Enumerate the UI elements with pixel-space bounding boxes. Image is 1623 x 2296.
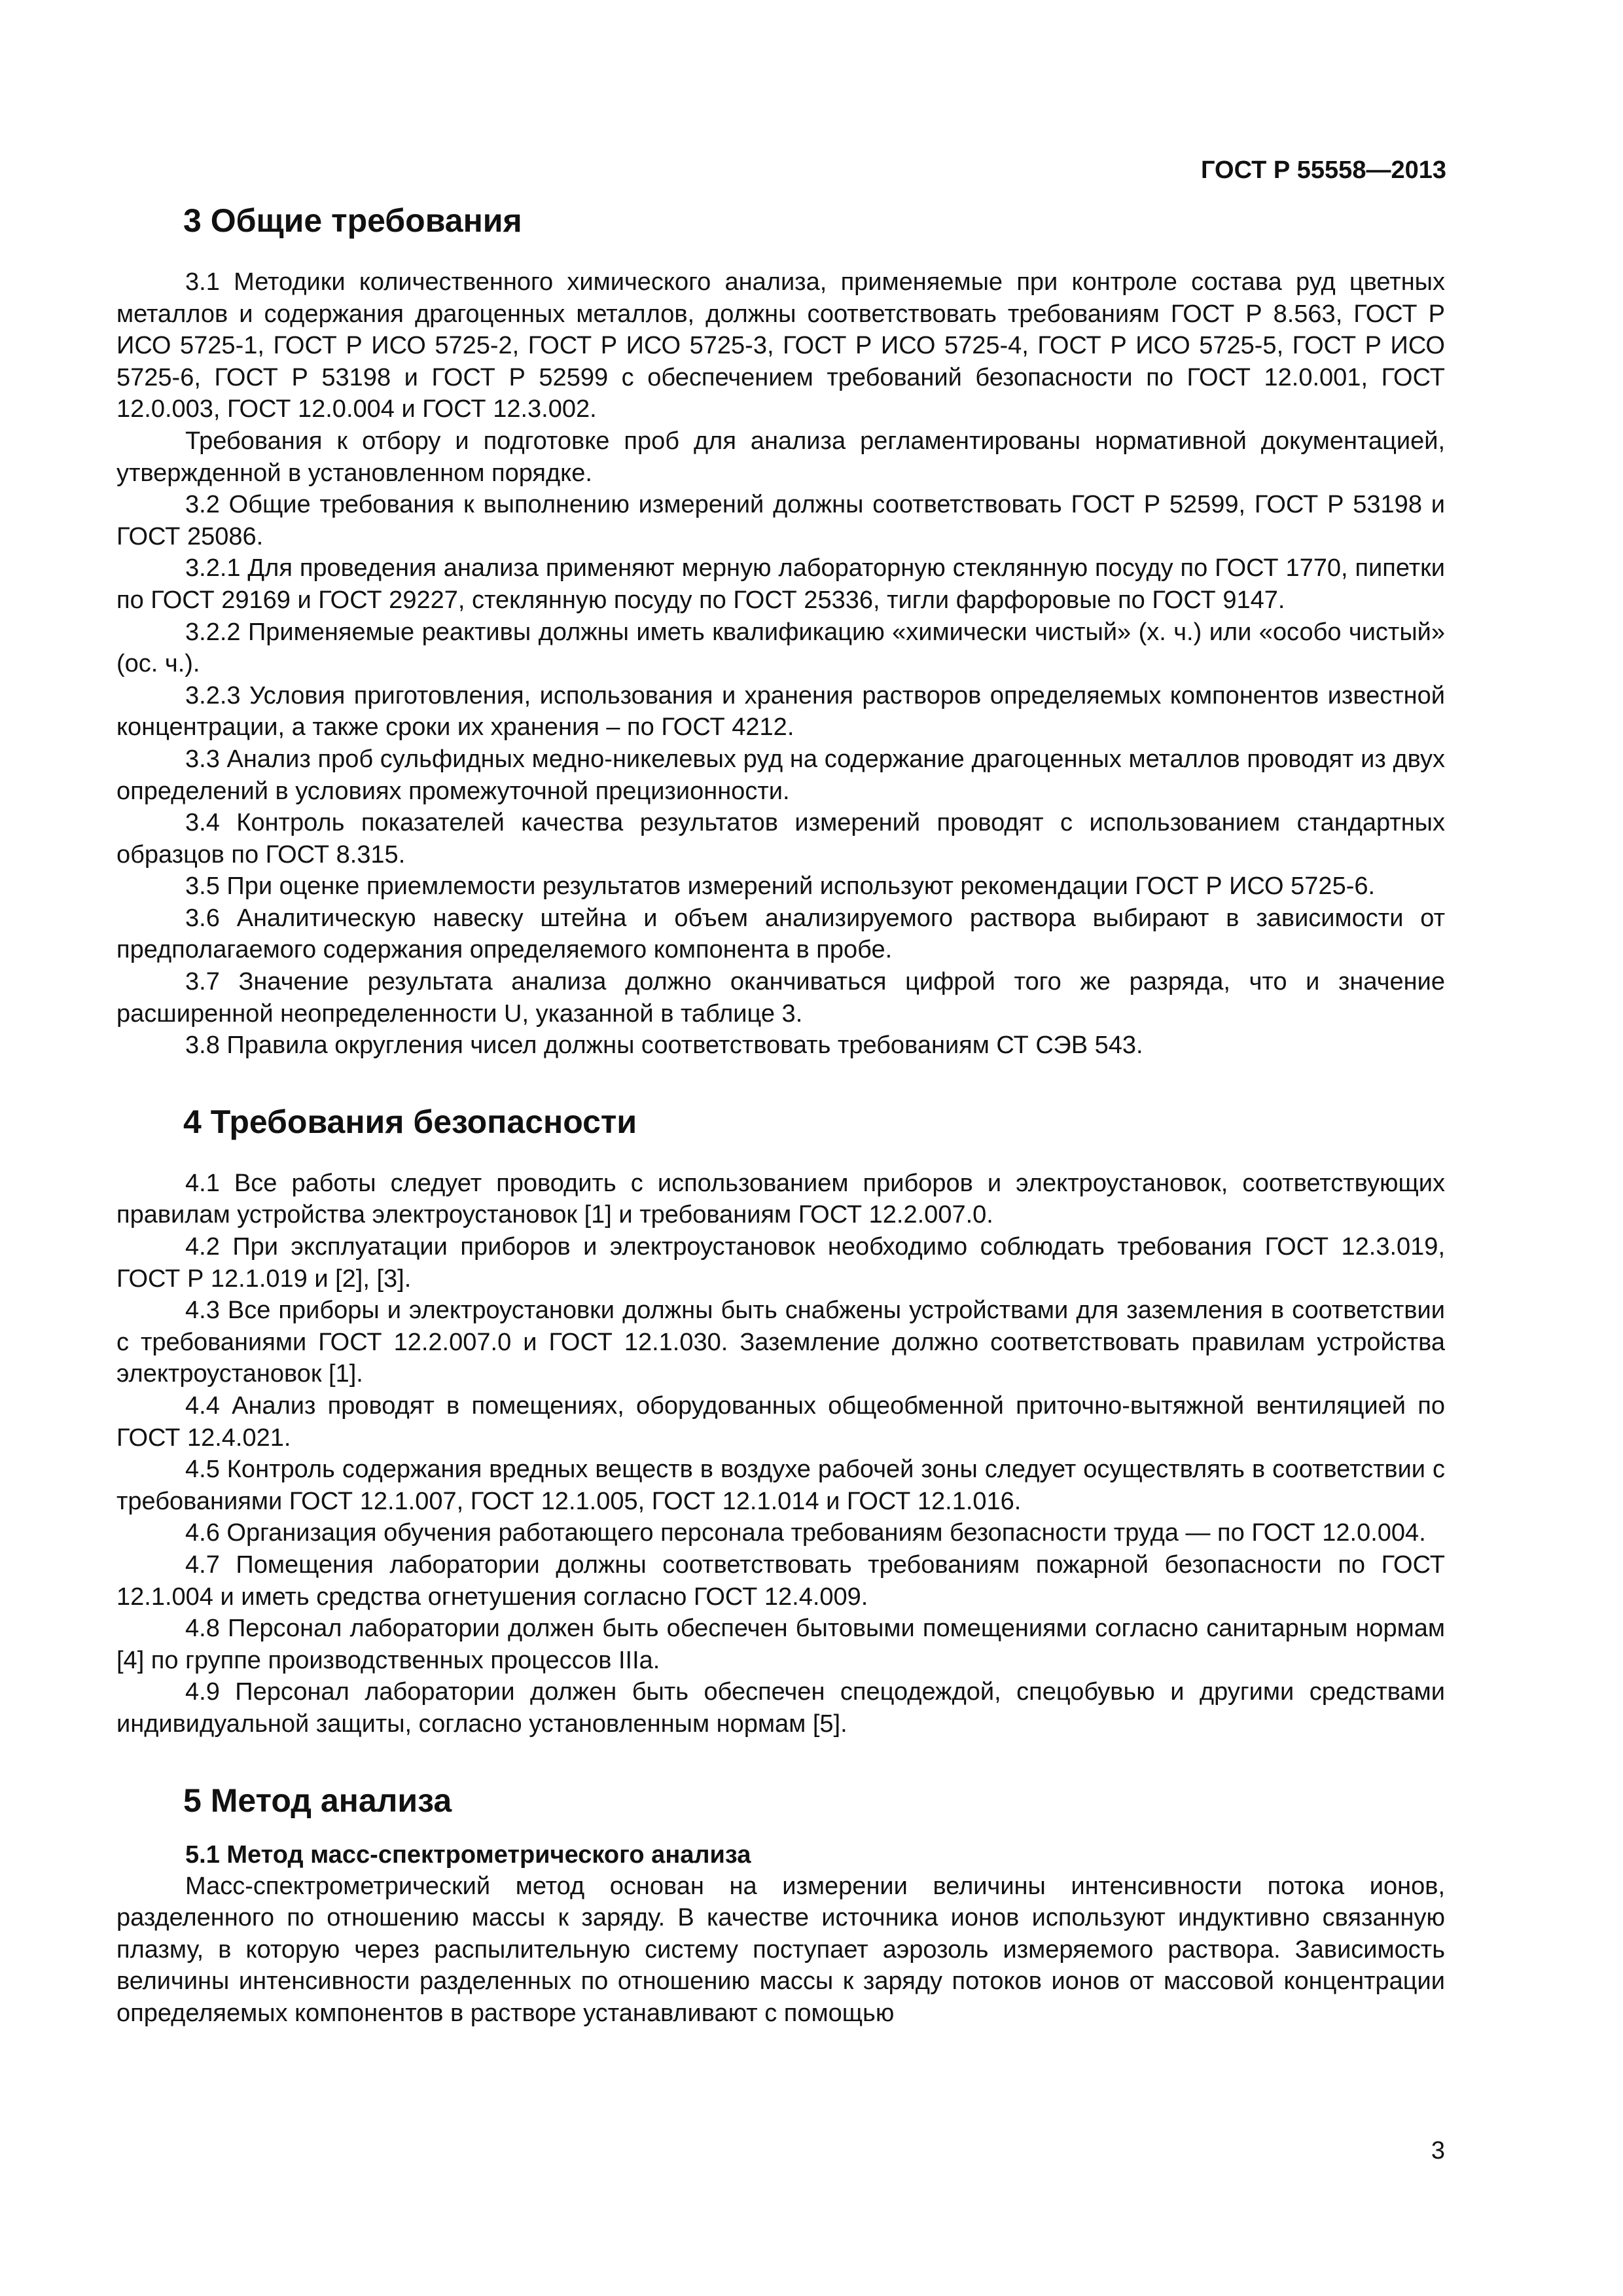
paragraph-3-1: 3.1 Методики количественного химического анализа, применяемые при контроле состава руд цветных металлов и содержания драгоценных металлов, должны соответствовать требованиям ГОСТ Р 8.563, ГОСТ Р ИСО 5725-1, ГОСТ Р ИСО 5725-2, ГОСТ Р ИСО 5725-3, ГОСТ Р ИСО 5725-4, ГОСТ Р ИСО 5725-5, ГОСТ Р ИСО 5725-6, ГОСТ Р 53198 и ГОСТ Р 52599 с обеспечением требований безопасности по ГОСТ 12.0.001, ГОСТ 12.0.003, ГОСТ 12.0.004 и ГОСТ 12.3.002. bbox=[116, 268, 1445, 423]
paragraph-4-7: 4.7 Помещения лаборатории должны соответствовать требованиям пожарной безопасности по ГОСТ 12.1.004 и иметь средства огнетушения согласно ГОСТ 12.4.009. bbox=[116, 1551, 1445, 1611]
paragraph-3-2-2: 3.2.2 Применяемые реактивы должны иметь квалификацию «химически чистый» (х. ч.) или «особо чистый» (ос. ч.). bbox=[116, 618, 1445, 678]
paragraph-4-3: 4.3 Все приборы и электроустановки должны быть снабжены устройствами для заземления в соответствии с требованиями ГОСТ 12.2.007.0 и ГОСТ 12.1.030. Заземление должно соответствовать правилам устройства электроустановок [1]. bbox=[116, 1297, 1445, 1388]
section-5-heading: 5 Метод анализа bbox=[183, 1782, 452, 1819]
paragraph-5-1: Масс-спектрометрический метод основан на измерении величины интенсивности потока ионов, разделенного по отношению массы к заряду. В качестве источника ионов используют индуктивно связанную плазму, в которую через распылительную систему поступает аэрозоль измеряемого раствора. Зависимость величины интенсивности разделенных по отношению массы к заряду потоков ионов от массовой концентрации определяемых компонентов в растворе устанавливают с помощью bbox=[116, 1872, 1445, 2027]
paragraph-4-5: 4.5 Контроль содержания вредных веществ в воздухе рабочей зоны следует осуществлять в соответствии с требованиями ГОСТ 12.1.007, ГОСТ 12.1.005, ГОСТ 12.1.014 и ГОСТ 12.1.016. bbox=[116, 1456, 1445, 1515]
paragraph-4-6: 4.6 Организация обучения работающего персонала требованиям безопасности труда — по ГОСТ 12.0.004. bbox=[185, 1519, 1426, 1547]
section-4-heading: 4 Требования безопасности bbox=[183, 1103, 637, 1140]
paragraph-3-6: 3.6 Аналитическую навеску штейна и объем анализируемого раствора выбирают в зависимости от предполагаемого содержания определяемого компонента в пробе. bbox=[116, 904, 1445, 964]
paragraph-3-3: 3.3 Анализ проб сульфидных медно-никелевых руд на содержание драгоценных металлов проводят из двух определений в условиях промежуточной прецизионности. bbox=[116, 745, 1445, 805]
paragraph-4-4: 4.4 Анализ проводят в помещениях, оборудованных общеобменной приточно-вытяжной вентиляцией по ГОСТ 12.4.021. bbox=[116, 1392, 1445, 1452]
paragraph-4-2: 4.2 При эксплуатации приборов и электроустановок необходимо соблюдать требования ГОСТ 12.3.019, ГОСТ Р 12.1.019 и [2], [3]. bbox=[116, 1233, 1445, 1293]
paragraph-3-7: 3.7 Значение результата анализа должно оканчиваться цифрой того же разряда, что и значение расширенной неопределенности U, указанной в таблице 3. bbox=[116, 968, 1445, 1028]
paragraph-3-2-1: 3.2.1 Для проведения анализа применяют мерную лабораторную стеклянную посуду по ГОСТ 1770, пипетки по ГОСТ 29169 и ГОСТ 29227, стеклянную посуду по ГОСТ 25336, тигли фарфоровые по ГОСТ 9147. bbox=[116, 554, 1445, 614]
paragraph-3-8: 3.8 Правила округления чисел должны соответствовать требованиям СТ СЭВ 543. bbox=[185, 1031, 1143, 1060]
paragraph-4-8: 4.8 Персонал лаборатории должен быть обеспечен бытовыми помещениями согласно санитарным нормам [4] по группе производственных процессов IIIа. bbox=[116, 1615, 1445, 1674]
paragraph-3-2-3: 3.2.3 Условия приготовления, использования и хранения растворов определяемых компонентов известной концентрации, а также сроки их хранения – по ГОСТ 4212. bbox=[116, 681, 1445, 742]
paragraph-4-1: 4.1 Все работы следует проводить с использованием приборов и электроустановок, соответствующих правилам устройства электроустановок [1] и требованиям ГОСТ 12.2.007.0. bbox=[116, 1169, 1445, 1229]
page-number: 3 bbox=[1431, 2137, 1445, 2164]
paragraph-3-5: 3.5 При оценке приемлемости результатов измерений используют рекомендации ГОСТ Р ИСО 5725-6. bbox=[185, 872, 1376, 901]
page-content bbox=[116, 200, 1445, 2030]
paragraph-4-9: 4.9 Персонал лаборатории должен быть обеспечен спецодеждой, спецобувью и другими средствами индивидуальной защиты, согласно установленным нормам [5]. bbox=[116, 1678, 1445, 1738]
subsection-5-1-heading: 5.1 Метод масс-спектрометрического анализа bbox=[185, 1840, 751, 1869]
paragraph-3-4: 3.4 Контроль показателей качества результатов измерений проводят с использованием стандартных образцов по ГОСТ 8.315. bbox=[116, 809, 1445, 869]
paragraph-3-1-sampling: Требования к отбору и подготовке проб для анализа регламентированы нормативной документацией, утвержденной в установленном порядке. bbox=[116, 427, 1445, 487]
section-3-heading: 3 Общие требования bbox=[183, 202, 522, 239]
paragraph-3-2: 3.2 Общие требования к выполнению измерений должны соответствовать ГОСТ Р 52599, ГОСТ Р 53198 и ГОСТ 25086. bbox=[116, 491, 1445, 550]
document-code: ГОСТ Р 55558—2013 bbox=[1201, 156, 1446, 184]
